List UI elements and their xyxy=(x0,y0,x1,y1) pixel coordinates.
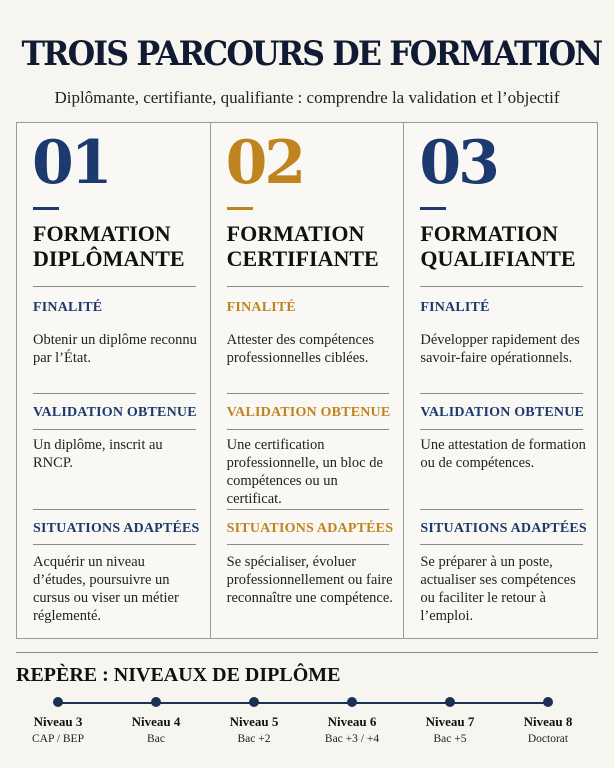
level-description: Bac +3 / +4 xyxy=(324,733,380,745)
level-item xyxy=(405,714,495,745)
level-description: Bac +2 xyxy=(237,733,271,745)
finalite-text: Obtenir un diplôme reconnu par l’État. xyxy=(33,332,197,366)
situations-text: Acquérir un niveau d’études, poursuivre un cursus ou viser un métier réglementé. xyxy=(33,554,179,624)
divider xyxy=(420,393,583,394)
level-description: Doctorat xyxy=(527,733,569,745)
formation-columns xyxy=(16,122,598,639)
page-title: TROIS PARCOURS DE FORMATION xyxy=(21,34,602,74)
level-description: Bac +5 xyxy=(433,733,467,745)
timeline-dot xyxy=(543,697,553,707)
column-qualifiante xyxy=(403,123,597,638)
divider xyxy=(227,429,390,430)
validation-label: VALIDATION OBTENUE xyxy=(33,405,197,420)
level-name: Niveau 3 xyxy=(33,714,83,729)
timeline-dot xyxy=(53,697,63,707)
level-item xyxy=(209,714,299,745)
number-underline xyxy=(227,207,253,210)
divider xyxy=(33,509,196,510)
column-title-line2: DIPLÔMANTE xyxy=(33,246,185,271)
level-item xyxy=(503,714,593,745)
number-underline xyxy=(33,207,59,210)
level-name: Niveau 7 xyxy=(425,714,475,729)
number-underline xyxy=(420,207,446,210)
column-title xyxy=(420,221,590,271)
level-item xyxy=(13,714,103,745)
divider xyxy=(33,393,196,394)
timeline-dot xyxy=(249,697,259,707)
finalite-label: FINALITÉ xyxy=(420,300,490,315)
validation-label: VALIDATION OBTENUE xyxy=(226,405,391,420)
situations-label: SITUATIONS ADAPTÉES xyxy=(420,521,587,536)
timeline-dot xyxy=(151,697,161,707)
column-diplomante xyxy=(17,123,210,638)
validation-text: Une certification professionnelle, un bloc de compétences ou un certificat. xyxy=(226,437,383,507)
divider xyxy=(420,286,583,287)
level-name: Niveau 8 xyxy=(523,714,573,729)
finalite-text: Attester des compétences professionnelles ciblées. xyxy=(226,332,375,366)
column-number: 03 xyxy=(419,128,497,198)
validation-text: Une attestation de formation ou de compétences. xyxy=(420,437,586,471)
situations-text: Se spécialiser, évoluer professionnellement ou faire reconnaître une compétence. xyxy=(226,554,393,606)
level-item xyxy=(111,714,201,745)
validation-text: Un diplôme, inscrit au RNCP. xyxy=(33,437,163,471)
divider xyxy=(420,509,583,510)
column-title xyxy=(227,221,397,271)
divider xyxy=(33,429,196,430)
level-name: Niveau 6 xyxy=(327,714,377,729)
level-name: Niveau 4 xyxy=(131,714,181,729)
finalite-label: FINALITÉ xyxy=(33,300,103,315)
levels-timeline xyxy=(58,702,550,704)
situations-label: SITUATIONS ADAPTÉES xyxy=(226,521,394,536)
validation-label: VALIDATION OBTENUE xyxy=(420,405,585,420)
divider xyxy=(227,286,390,287)
divider xyxy=(420,544,583,545)
column-title-line1: FORMATION xyxy=(226,221,365,246)
column-certifiante xyxy=(210,123,404,638)
timeline-dot xyxy=(445,697,455,707)
repere-title: REPÈRE : NIVEAUX DE DIPLÔME xyxy=(16,664,341,686)
divider xyxy=(227,544,390,545)
page-subtitle: Diplômante, certifiante, qualifiante : comprendre la validation et l’objectif xyxy=(54,88,560,107)
column-title-line1: FORMATION xyxy=(33,221,171,246)
section-divider xyxy=(16,652,598,653)
column-title-line1: FORMATION xyxy=(420,221,559,246)
divider xyxy=(227,393,390,394)
column-title-line2: CERTIFIANTE xyxy=(226,246,379,271)
finalite-text: Développer rapidement des savoir-faire opérationnels. xyxy=(420,332,580,366)
divider xyxy=(227,509,390,510)
level-item xyxy=(307,714,397,745)
divider xyxy=(33,286,196,287)
divider xyxy=(420,429,583,430)
column-title xyxy=(33,221,203,271)
column-title-line2: QUALIFIANTE xyxy=(420,246,576,271)
divider xyxy=(33,544,196,545)
situations-label: SITUATIONS ADAPTÉES xyxy=(33,521,200,536)
timeline-dot xyxy=(347,697,357,707)
finalite-label: FINALITÉ xyxy=(226,300,296,315)
level-name: Niveau 5 xyxy=(229,714,279,729)
level-description: CAP / BEP xyxy=(32,733,84,745)
situations-text: Se préparer à un poste, actualiser ses compétences ou faciliter le retour à l’emploi. xyxy=(420,554,576,624)
level-description: Bac xyxy=(147,733,165,745)
column-number: 02 xyxy=(225,128,304,198)
column-number: 01 xyxy=(32,128,110,198)
